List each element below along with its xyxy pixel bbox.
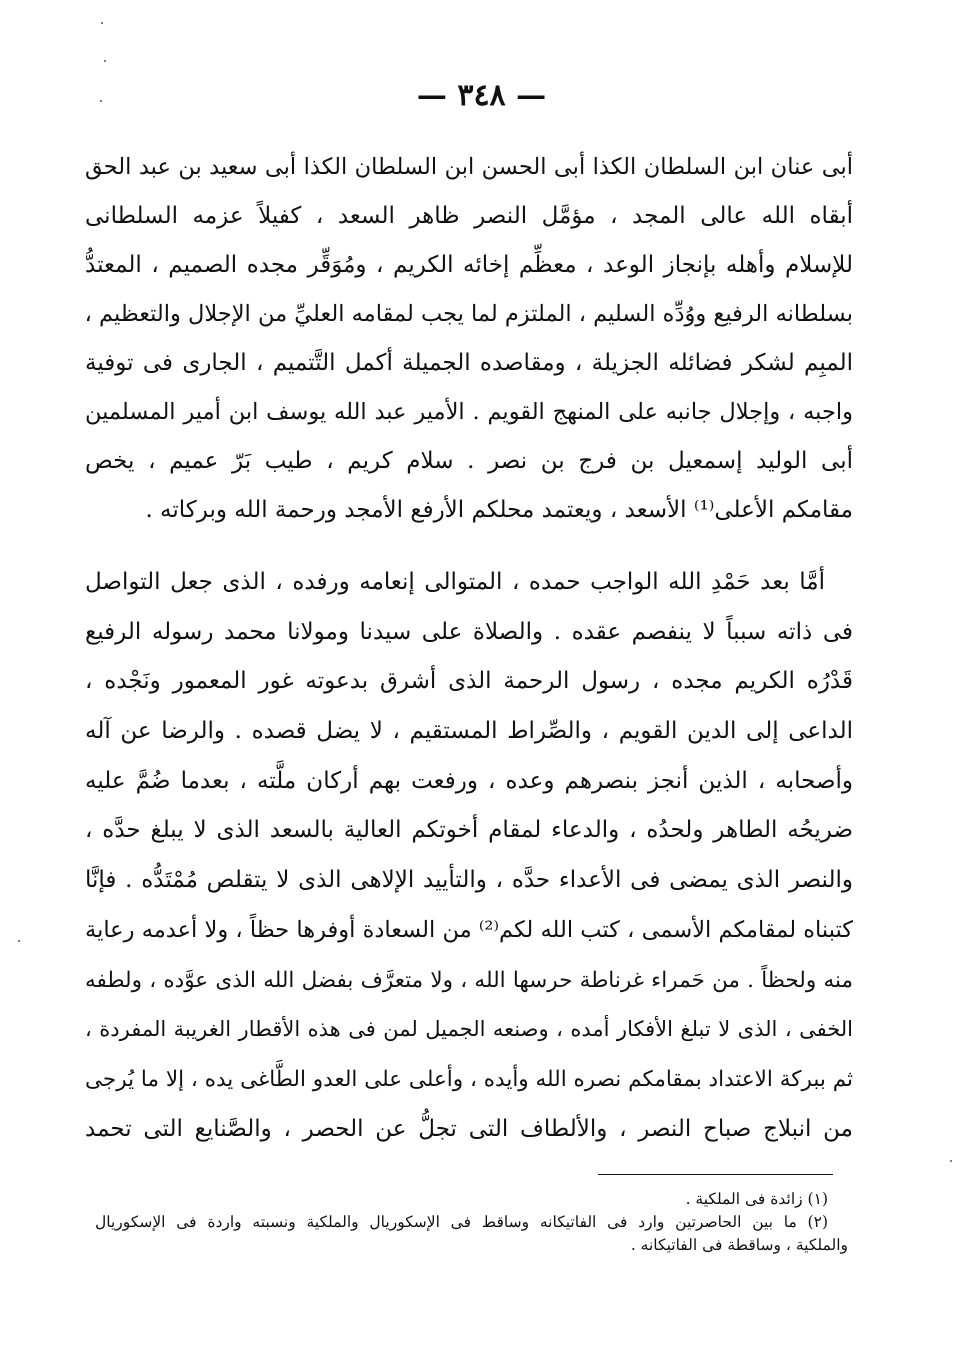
paragraph-2: [85, 558, 853, 1154]
scan-speck: [950, 1160, 952, 1162]
text-line: من انبلاج صباح النصر ، والألطاف التى تجلُّ عن الحصر ، والصَّنايع التى تحمد: [85, 1115, 853, 1142]
footnotes: [95, 1188, 848, 1257]
text-line: قَدْرُه الكريم مجده ، رسول الرحمة الذى أشرق بدعوته غور المعمور ونَجْده ،: [85, 668, 853, 695]
footnote-2-continuation: والملكية ، وساقطة فى الفاتيكانه .: [630, 1236, 848, 1254]
text-line: أبقاه الله عالى المجد ، مؤمَّل النصر ظاهر السعد ، كفيلاً عزمه السلطانى: [85, 203, 853, 229]
text-line: فى ذاته سبباً لا ينفصم عقده . والصلاة على سيدنا ومولانا محمد رسوله الرفيع: [85, 618, 853, 645]
page-number: — ٣٤٨ —: [416, 78, 547, 113]
footnote-divider: [598, 1174, 833, 1175]
scan-speck: [18, 940, 20, 942]
text-line: والنصر الذى يمضى فى الأعداء حدَّه ، والتأييد الإلاهى الذى لا يتقلص مُمْتَدُّه . فإنَّا: [85, 867, 853, 894]
text-line: وأصحابه ، الذين أنجز بنصرهم وعده ، ورفعت بهم أركان ملَّته ، بعدما ضُمَّ عليه: [85, 767, 853, 794]
text-line: أبى عنان ابن السلطان الكذا أبى الحسن ابن السلطان الكذا أبى سعيد بن عبد الحق: [85, 154, 853, 180]
scan-speck: [100, 100, 102, 102]
text-line: للإسلام وأهله بإنجاز الوعد ، معظِّم إخائه الكريم ، ومُوَقِّر مجده الصميم ، المعتدُّ: [85, 252, 853, 278]
paragraph-1: [85, 143, 853, 535]
scan-speck: [104, 60, 106, 62]
text-line: كتبناه لمقامكم الأسمى ، كتب الله لكم⁽²⁾ من السعادة أوفرها حظاً ، ولا أعدمه رعاية: [85, 916, 853, 943]
text-line: ضريحُه الطاهر ولحدُه ، والدعاء لمقام أخوتكم العالية بالسعد الذى لا يبلغ حدَّه ،: [85, 817, 853, 844]
text-line: مقامكم الأعلى⁽¹⁾ الأسعد ، ويعتمد محلكم الأرفع الأمجد ورحمة الله وبركاته .: [145, 497, 853, 523]
text-line: بسلطانه الرفيع ووُدِّه السليم ، الملتزم لما يجب لمقامه العليِّ من الإجلال والتعظيم ،: [85, 301, 853, 327]
text-line: أبى الوليد إسمعيل بن فرج بن نصر . سلام كريم ، طيب بَرّ عميم ، يخص: [85, 448, 853, 474]
text-line: الداعى إلى الدين القويم ، والصِّراط المستقيم ، لا يضل قصده . والرضا عن آله: [85, 718, 853, 745]
text-line: واجبه ، وإجلال جانبه على المنهج القويم . الأمير عبد الله يوسف ابن أمير المسلمين: [85, 399, 853, 425]
footnote-1: (١) زائدة فى الملكية .: [685, 1190, 828, 1208]
text-line: منه ولحظاً . من حَمراء غرناطة حرسها الله ، ولا متعرَّف بفضل الله الذى عوَّده ، ولطفه: [85, 967, 853, 993]
text-line: أمَّا بعد حَمْدِ الله الواجب حمده ، المتوالى إنعامه ورفده ، الذى جعل التواصل: [85, 569, 825, 595]
footnote-2: (٢) ما بين الحاصرتين وارد فى الفاتيكانه وساقط فى الإسكوريال والملكية ونسبته واردة فى الإسكوريال: [95, 1213, 828, 1231]
text-line: المبِم لشكر فضائله الجزيلة ، ومقاصده الجميلة أكمل التَّتميم ، الجارى فى توفية: [85, 350, 853, 376]
scan-speck: [101, 22, 103, 24]
text-line: الخفى ، الذى لا تبلغ الأفكار أمده ، وصنعه الجميل لمن فى هذه الأقطار الغريبة المفردة ،: [85, 1017, 853, 1042]
text-line: ثم ببركة الاعتداد بمقامكم نصره الله وأيده ، وأعلى على العدو الطَّاغى يده ، إلا ما يُرجى: [85, 1066, 853, 1092]
